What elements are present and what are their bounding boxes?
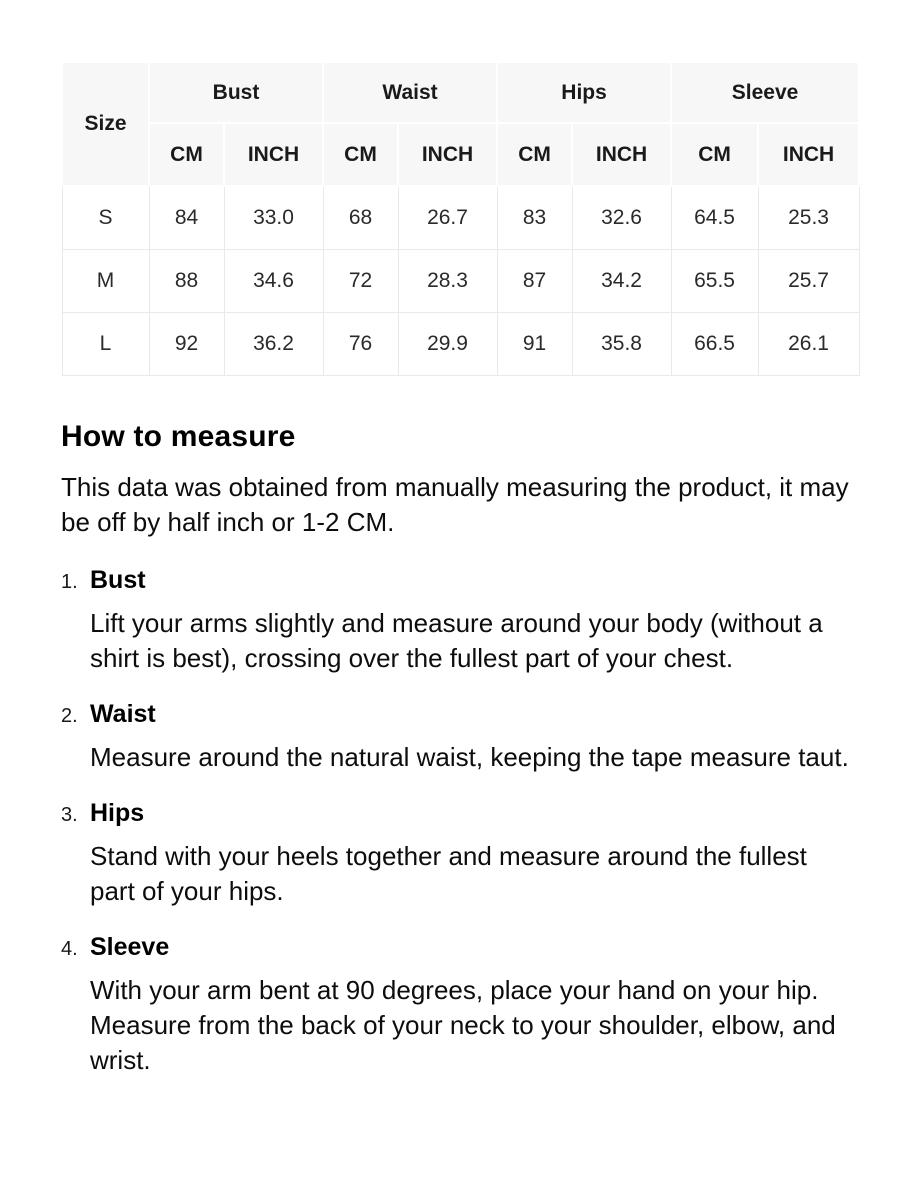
step-description: Stand with your heels together and measure around the fullest part of your hips. <box>90 840 807 906</box>
table-row-size-s <box>62 186 859 249</box>
measurement-steps-list <box>61 566 859 1078</box>
measurement-cell: 87 <box>497 249 572 312</box>
step-header <box>61 566 859 595</box>
size-chart-table <box>61 61 860 376</box>
measurement-cell: 25.7 <box>758 249 859 312</box>
size-chart-header <box>62 62 859 186</box>
size-chart-body <box>62 186 859 375</box>
waist-cm-header: CM <box>323 123 398 186</box>
step-header <box>61 933 859 962</box>
waist-group-header: Waist <box>323 62 497 123</box>
step-header <box>61 700 859 729</box>
step-sleeve <box>61 933 859 1078</box>
step-title: Sleeve <box>90 932 170 961</box>
measurement-cell: 36.2 <box>224 312 323 375</box>
bust-inch-header: INCH <box>224 123 323 186</box>
measurement-cell: 92 <box>149 312 224 375</box>
measurement-cell: 35.8 <box>572 312 671 375</box>
measurement-cell: 88 <box>149 249 224 312</box>
measurement-cell: 66.5 <box>671 312 758 375</box>
step-number: 4. <box>61 937 78 960</box>
measurement-cell: 84 <box>149 186 224 249</box>
measurement-cell: 26.1 <box>758 312 859 375</box>
step-number: 3. <box>61 803 78 826</box>
table-row-size-m <box>62 249 859 312</box>
measurement-disclaimer-text: This data was obtained from manually measuring the product, it may be off by half inch or 1-2 CM. <box>61 471 849 537</box>
hips-cm-header: CM <box>497 123 572 186</box>
size-label-cell: S <box>62 186 149 249</box>
measurement-cell: 76 <box>323 312 398 375</box>
measurement-cell: 33.0 <box>224 186 323 249</box>
measurement-cell: 34.6 <box>224 249 323 312</box>
measurement-cell: 68 <box>323 186 398 249</box>
measurement-cell: 26.7 <box>398 186 497 249</box>
measurement-cell: 34.2 <box>572 249 671 312</box>
sleeve-inch-header: INCH <box>758 123 859 186</box>
measurement-cell: 91 <box>497 312 572 375</box>
measurement-cell: 25.3 <box>758 186 859 249</box>
size-column-header: Size <box>62 62 149 186</box>
measurement-cell: 72 <box>323 249 398 312</box>
size-label-cell: M <box>62 249 149 312</box>
sleeve-group-header: Sleeve <box>671 62 859 123</box>
step-number: 2. <box>61 704 78 727</box>
sleeve-cm-header: CM <box>671 123 758 186</box>
table-group-header-row <box>62 62 859 123</box>
step-title: Waist <box>90 699 156 728</box>
size-label-cell: L <box>62 312 149 375</box>
measurement-cell: 32.6 <box>572 186 671 249</box>
bust-cm-header: CM <box>149 123 224 186</box>
hips-inch-header: INCH <box>572 123 671 186</box>
hips-group-header: Hips <box>497 62 671 123</box>
table-row-size-l <box>62 312 859 375</box>
bust-group-header: Bust <box>149 62 323 123</box>
step-description: With your arm bent at 90 degrees, place your hand on your hip. Measure from the back of your neck to your shoulder, elbow, and wrist. <box>90 974 836 1075</box>
step-waist <box>61 700 859 775</box>
measurement-cell: 83 <box>497 186 572 249</box>
how-to-measure-heading: How to measure <box>61 419 296 453</box>
measurement-cell: 28.3 <box>398 249 497 312</box>
step-bust <box>61 566 859 676</box>
step-header <box>61 799 859 828</box>
step-description: Lift your arms slightly and measure around your body (without a shirt is best), crossing over the fullest part of your chest. <box>90 607 823 673</box>
step-description: Measure around the natural waist, keeping the tape measure taut. <box>90 741 849 772</box>
step-hips <box>61 799 859 909</box>
measurement-cell: 64.5 <box>671 186 758 249</box>
step-number: 1. <box>61 570 78 593</box>
measurement-cell: 65.5 <box>671 249 758 312</box>
table-unit-header-row <box>62 123 859 186</box>
waist-inch-header: INCH <box>398 123 497 186</box>
step-title: Hips <box>90 798 145 827</box>
step-title: Bust <box>90 565 146 594</box>
measurement-cell: 29.9 <box>398 312 497 375</box>
